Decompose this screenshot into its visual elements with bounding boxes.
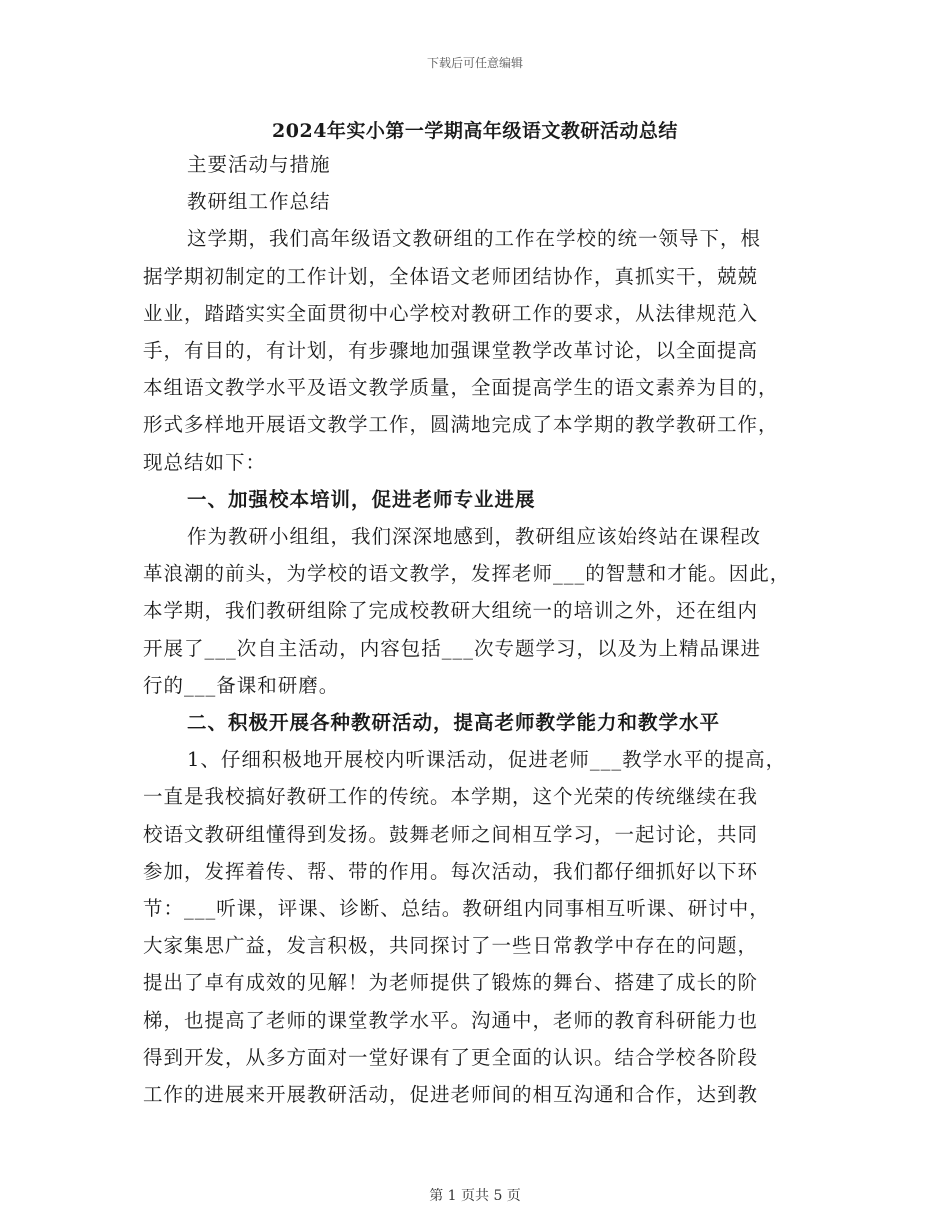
header-note: 下载后可任意编辑 [426, 56, 523, 70]
paragraph-line: 业业，踏踏实实全面贯彻中心学校对教研工作的要求，从法律规范入 [143, 301, 759, 325]
paragraph-line: 作为教研小组组，我们深深地感到，教研组应该始终站在课程改 [187, 525, 762, 549]
section-label: 教研组工作总结 [187, 190, 331, 214]
paragraph-line: 本组语文教学水平及语文教学质量，全面提高学生的语文素养为目的， [143, 376, 779, 400]
paragraph-line: 开展了___次自主活动，内容包括___次专题学习，以及为上精品课进 [143, 636, 762, 660]
paragraph-line: 节：___听课，评课、诊断、总结。教研组内同事相互听课、研讨中， [143, 897, 770, 921]
section-label: 主要活动与措施 [187, 153, 331, 176]
paragraph-line: 革浪潮的前头，为学校的语文教学，发挥老师___的智慧和才能。因此， [143, 562, 791, 586]
page-footer: 第 1 页共 5 页 [429, 1188, 521, 1204]
document-title: 2024年实小第一学期高年级语文教研活动总结 [272, 120, 678, 142]
paragraph-line: 据学期初制定的工作计划，全体语文老师团结协作，真抓实干，兢兢 [143, 264, 759, 288]
paragraph-line: 形式多样地开展语文教学工作，圆满地完成了本学期的教学教研工作， [143, 413, 779, 437]
paragraph-line: 参加，发挥着传、帮、带的作用。每次活动，我们都仔细抓好以下环 [143, 859, 759, 883]
paragraph-line: 手，有目的，有计划，有步骤地加强课堂教学改革讨论，以全面提高 [143, 339, 759, 363]
paragraph-line: 梯，也提高了老师的课堂教学水平。沟通中，老师的教育科研能力也 [143, 1008, 759, 1032]
section-heading: 一、加强校本培训，促进老师专业进展 [187, 487, 536, 511]
paragraph-line: 1、仔细积极地开展校内听课活动，促进老师___教学水平的提高， [187, 748, 787, 772]
paragraph-line: 本学期，我们教研组除了完成校教研大组统一的培训之外，还在组内 [143, 599, 759, 623]
document-body [143, 146, 805, 1113]
paragraph-line: 这学期，我们高年级语文教研组的工作在学校的统一领导下，根 [187, 227, 762, 251]
paragraph-line: 工作的进展来开展教研活动，促进老师间的相互沟通和合作，达到教 [143, 1083, 759, 1107]
section-heading: 二、积极开展各种教研活动，提高老师教学能力和教学水平 [187, 711, 721, 735]
paragraph-line: 一直是我校搞好教研工作的传统。本学期，这个光荣的传统继续在我 [143, 785, 759, 809]
paragraph-line: 现总结如下： [143, 450, 267, 474]
paragraph-line: 提出了卓有成效的见解！为老师提供了锻炼的舞台、搭建了成长的阶 [143, 971, 759, 995]
paragraph-line: 行的___备课和研磨。 [143, 673, 340, 697]
paragraph-line: 校语文教研组懂得到发扬。鼓舞老师之间相互学习，一起讨论，共同 [143, 822, 759, 846]
paragraph-line: 大家集思广益，发言积极，共同探讨了一些日常教学中存在的问题， [143, 934, 759, 958]
paragraph-line: 得到开发，从多方面对一堂好课有了更全面的认识。结合学校各阶段 [143, 1045, 759, 1069]
